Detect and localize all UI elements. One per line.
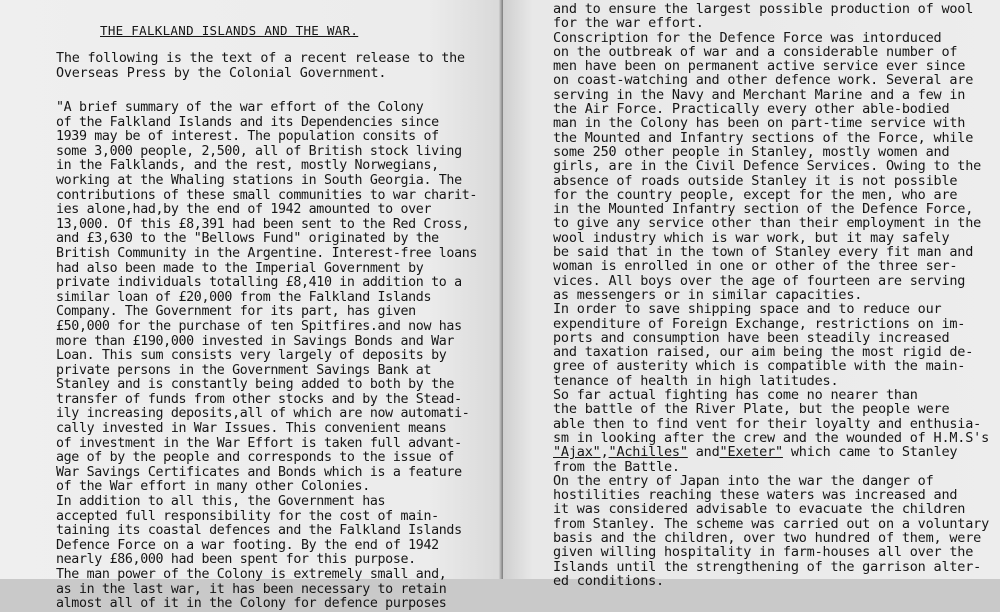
ship-name-exeter: "Exeter" [719, 444, 783, 461]
article-title: THE FALKLAND ISLANDS AND THE WAR. [100, 23, 359, 38]
body-paragraph: Conscription for the Defence Force was intorduced on the outbreak of war and a considerable number of men have been on permanent active service ever since on coast-watching and other defence work. Several are serving in the Navy and Merchant Marine and a few in the Air Force. Practically every other able-bodied man in the Colony has been on part-time service with the Mounted and Infantry sections of the Force, while some 250 other people in Stanley, mostly women and girls, are in the Civil Defence Services. Owing to the absence of roads outside Stanley it is not possible for the country people, except for the men, who are in the Mounted Infantry section of the Defence Force, to give any service other than their employment in the wool industry which is war work, but it may safely be said that in the town of Stanley every fit man and woman is enrolled in one or other of the three ser- vices. All boys over the age of fourteen are serving as messengers or in similar capacities. [553, 29, 982, 303]
ship-and: and [687, 444, 720, 461]
ship-name-ajax: "Ajax" [553, 444, 601, 461]
body-paragraph: and to ensure the largest possible production of wool for the war effort. [553, 1, 974, 32]
ship-name-achilles: "Achilles" [608, 444, 688, 461]
body-paragraph: In addition to all this, the Government has accepted full responsibility for the cost of main- taining its coastal defences and the Falkland Islands Defence Force on a war footing. By the end of 1942 nearly £86,000 had been spent for this purpose. [56, 494, 462, 568]
paragraph-text: So far actual fighting has come no nearer than the battle of the River Plate, but the people were able then to find vent for their loyalty and enthusia- sm in looking after the crew and the wounded of H.M.S's [553, 387, 990, 446]
body-paragraph: "A brief summary of the war effort of the Colony of the Falkland Islands and its Dependencies since 1939 may be of interest. The population consits of some 3,000 people, 2,500, all of British stock living in the Falklands, and the rest, mostly Norwegians, working at the Whaling stations in South Georgia. The contributions of these small communities to war charit- ies alone,had,by the end of 1942 amounted to over 13,000. Of this £8,391 had been sent to the Red Cross, and £3,630 to the "Bellows Fund" originated by the British Community in the Argentine. Interest-free loans had also been made to the Imperial Government by private individuals totalling £8,410 in addition to a similar loan of £20,000 from the Falkland Islands Company. The Government for its part, has given £50,000 for the purchase of ten Spitfires.and now has more than £190,000 invested in Savings Bonds and War Loan. This sum consists very largely of deposits by private persons in the Government Savings Bank at Stanley and is constantly being added to both by the transfer of funds from other stocks and by the Stead- ily increasing deposits,all of which are now automati- cally invested in War Issues. This convenient means of investment in the War Effort is taken full advant- age of by the people and corresponds to the issue of War Savings Certificates and Bonds which is a feature of the War effort in many other Colonies. [56, 100, 478, 495]
intro-paragraph: The following is the text of a recent release to the Overseas Press by the Colonial Government. [56, 51, 465, 81]
ships-paragraph [553, 388, 994, 474]
paragraph-text: which came to Stanley from the Battle. [553, 444, 958, 475]
body-paragraph: The man power of the Colony is extremely small and, as in the last war, it has been necessary to retain almost all of it in the Colony for defence purposes [56, 567, 447, 612]
body-paragraph: In order to save shipping space and to reduce our expenditure of Foreign Exchange, restrictions on im- ports and consumption have been steadily increased and taxation raised, our aim being the most rigid de- gree of austerity which is compatible with the main- tenance of health in high latitudes. [553, 301, 974, 389]
right-page [503, 0, 1000, 589]
ship-separator: , [600, 444, 609, 461]
body-paragraph: On the entry of Japan into the war the danger of hostilities reaching these waters was increased and it was considered advisable to evacuate the children from Stanley. The scheme was carried out on a voluntary basis and the children, over two hundred of them, were given willing hospitality in farm-houses all over the Islands until the strengthening of the garrison alter- ed conditions. [553, 472, 990, 589]
